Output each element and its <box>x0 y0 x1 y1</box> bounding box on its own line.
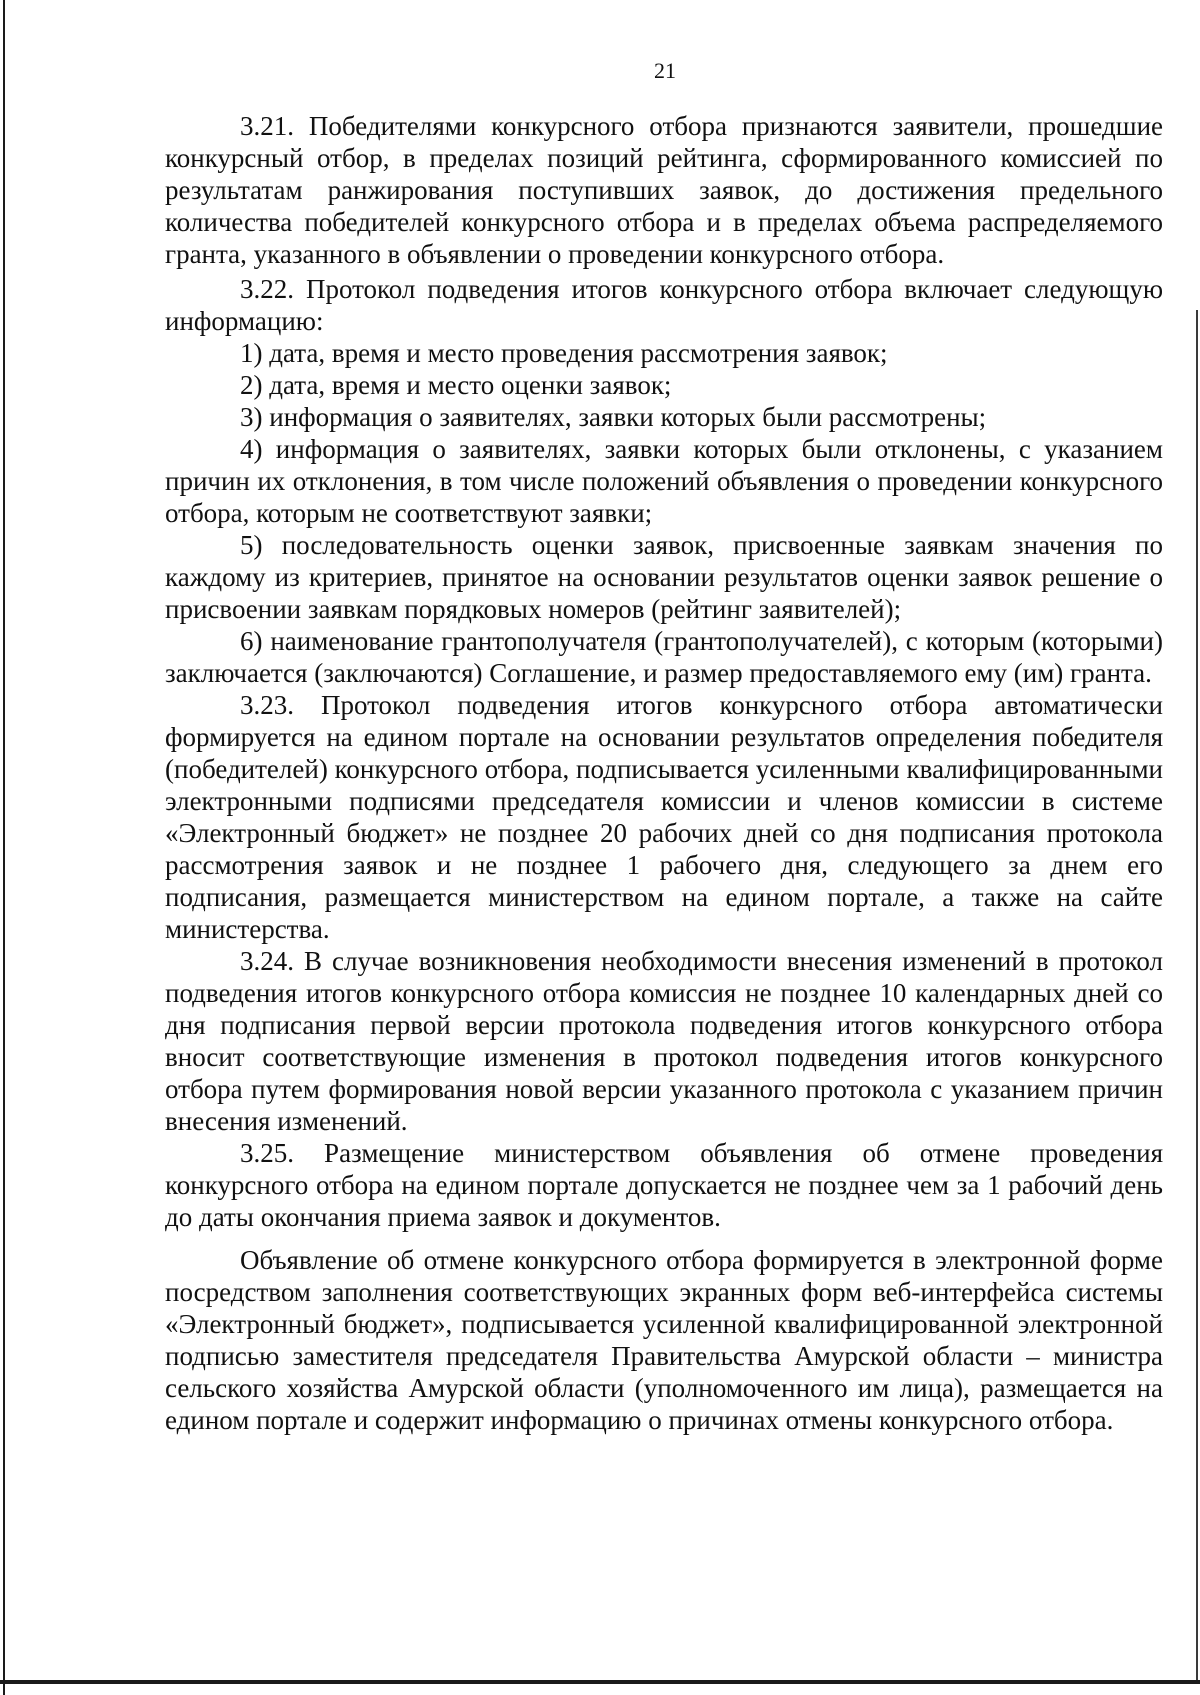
page-number: 21 <box>654 58 676 83</box>
list-item-3: 3) информация о заявителях, заявки которых были рассмотрены; <box>240 402 987 432</box>
scan-right-border <box>1196 310 1198 1680</box>
list-item-2: 2) дата, время и место оценки заявок; <box>240 370 672 400</box>
list-item-5: 5) последовательность оценки заявок, присвоенные заявкам значения по каждому из критериев, принятое на основании результатов оценки заявок решение о присвоении заявкам порядковых номеров (рейтинг заявителей); <box>165 530 1163 624</box>
paragraph-3-25: 3.25. Размещение министерством объявления об отмене проведения конкурсного отбора на едином портале допускается не позднее чем за 1 рабочий день до даты окончания приема заявок и документов. <box>165 1138 1163 1232</box>
scan-bottom-border <box>0 1680 1200 1684</box>
paragraph-cancellation-notice: Объявление об отмене конкурсного отбора формируется в электронной форме посредством заполнения соответствующих экранных форм веб-интерфейса системы «Электронный бюджет», подписывается усиленной квалифицированной электронной подписью заместителя председателя Правительства Амурской области – министра сельского хозяйства Амурской области (уполномоченного им лица), размещается на едином портале и содержит информацию о причинах отмены конкурсного отбора. <box>165 1245 1163 1435</box>
paragraph-3-23: 3.23. Протокол подведения итогов конкурсного отбора автоматически формируется на едином портале на основании результатов определения победителя (победителей) конкурсного отбора, подписывается усиленными квалифицированными электронными подписями председателя комиссии и членов комиссии в системе «Электронный бюджет» не позднее 20 рабочих дней со дня подписания протокола рассмотрения заявок и не позднее 1 рабочего дня, следующего за днем его подписания, размещается министерством на едином портале, а также на сайте министерства. <box>165 690 1163 944</box>
scan-left-border <box>3 0 5 1695</box>
paragraph-3-24: 3.24. В случае возникновения необходимости внесения изменений в протокол подведения итогов конкурсного отбора комиссия не позднее 10 календарных дней со дня подписания первой версии протокола подведения итогов конкурсного отбора вносит соответствующие изменения в протокол подведения итогов конкурсного отбора путем формирования новой версии указанного протокола с указанием причин внесения изменений. <box>165 946 1163 1136</box>
list-item-6: 6) наименование грантополучателя (грантополучателей), с которым (которыми) заключается (заключаются) Соглашение, и размер предоставляемого ему (им) гранта. <box>165 626 1163 688</box>
paragraph-3-21: 3.21. Победителями конкурсного отбора признаются заявители, прошедшие конкурсный отбор, в пределах позиций рейтинга, сформированного комиссией по результатам ранжирования поступивших заявок, до достижения предельного количества победителей конкурсного отбора и в пределах объема распределяемого гранта, указанного в объявлении о проведении конкурсного отбора. <box>165 111 1163 269</box>
document-body <box>165 110 1163 1436</box>
list-item-4: 4) информация о заявителях, заявки которых были отклонены, с указанием причин их отклонения, в том числе положений объявления о проведении конкурсного отбора, которым не соответствуют заявки; <box>165 434 1163 528</box>
list-item-1: 1) дата, время и место проведения рассмотрения заявок; <box>240 338 888 368</box>
paragraph-3-22: 3.22. Протокол подведения итогов конкурсного отбора включает следующую информацию: <box>165 274 1163 336</box>
